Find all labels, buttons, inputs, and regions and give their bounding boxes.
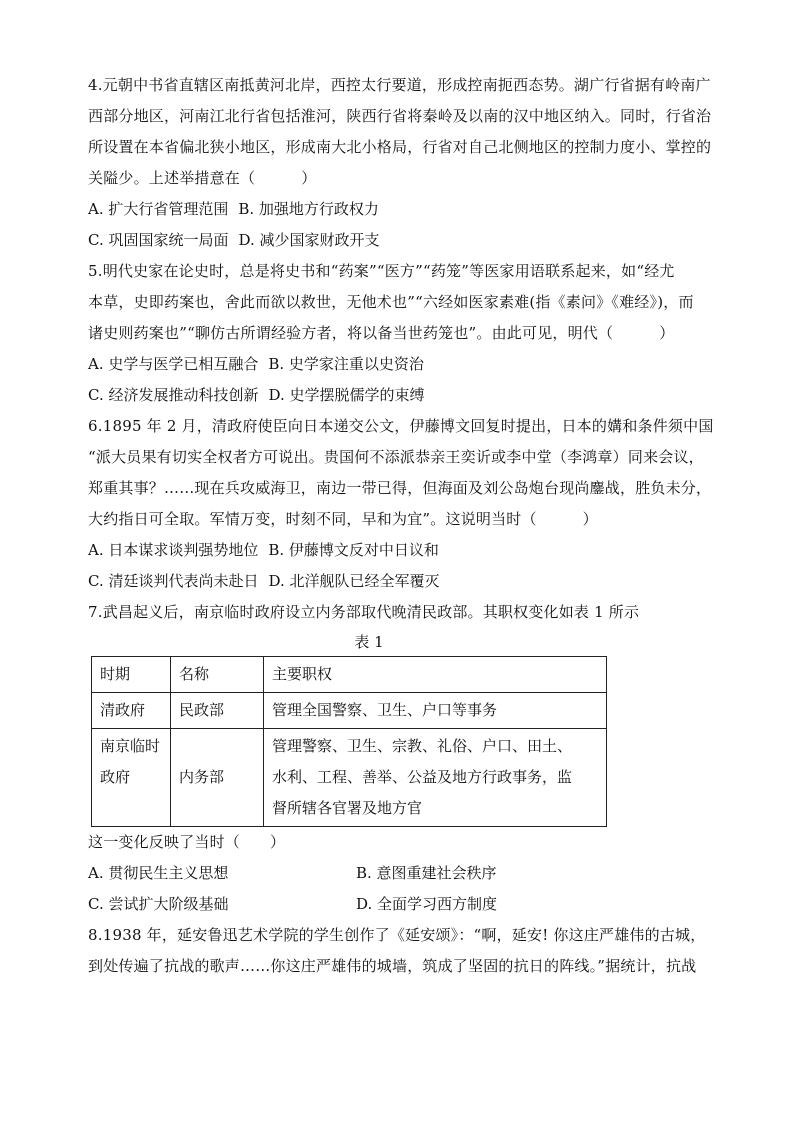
table-header-row (92, 657, 607, 693)
question-6-line-2: “派大员果有切实全权者方可说出。贵国何不添派恭亲王奕䜣或李中堂（李鸿章）同来会议， (88, 448, 704, 466)
table-row (92, 693, 607, 729)
option-c: C. 经济发展推动科技创新 (88, 386, 259, 404)
question-5-options-row-2 (88, 380, 720, 411)
question-5-line-3 (88, 318, 720, 349)
table-cell: 管理全国警察、卫生、户口等事务 (264, 693, 607, 729)
option-c: C. 清廷谈判代表尚未赴日 (88, 572, 259, 590)
option-c: C. 巩固国家统一局面 (88, 231, 229, 249)
question-7-intro: 7.武昌起义后，南京临时政府设立内务部取代晚清民政部。其职权变化如表 1 所示 (88, 603, 640, 621)
question-4-stem-end: 关隘少。上述举措意在（ (88, 169, 256, 187)
answer-blank-close: ） (659, 324, 675, 342)
table-cell (264, 729, 607, 827)
table-header-cell: 时期 (92, 657, 171, 693)
table-cell-line: 管理警察、卫生、宗教、礼俗、户口、田土、 (272, 737, 573, 755)
question-5 (88, 256, 720, 411)
question-4-options-row-1 (88, 194, 720, 225)
table-cell (92, 729, 171, 827)
question-5-options-row-1 (88, 349, 720, 380)
question-8-line-1: 8.1938 年，延安鲁迅艺术学院的学生创作了《延安颂》：“啊，延安! 你这庄严雄伟的古城， (88, 926, 706, 944)
table-cell: 清政府 (92, 693, 171, 729)
option-b: B. 意图重建社会秩序 (356, 864, 497, 882)
question-8 (88, 920, 720, 982)
option-d: D. 减少国家财政开支 (238, 231, 380, 249)
question-5-line-1: 5.明代史家在论史时，总是将史书和“药案”“医方”“药笼”等医家用语联系起来，如“经尤 (88, 262, 675, 280)
question-6-line-1: 6.1895 年 2 月，清政府使臣向日本递交公文，伊藤博文回复时提出，日本的媾和条件须中国 (88, 417, 714, 435)
question-5-line-2: 本草，史即药案也，舍此而欲以救世，无他术也”“六经如医家素难(指《素问》《难经》)，而 (88, 293, 694, 311)
table-cell-line: 督所辖各官署及地方官 (272, 799, 423, 817)
answer-blank-close: ） (301, 169, 317, 187)
table-cell-line: 水利、工程、善举、公益及地方行政事务，监 (272, 768, 573, 786)
question-6-options-row-2 (88, 566, 720, 597)
option-b: B. 史学家注重以史资治 (268, 355, 424, 373)
table-header-cell: 主要职权 (264, 657, 607, 693)
table-header-cell: 名称 (171, 657, 264, 693)
option-a: A. 史学与医学已相互融合 (88, 355, 259, 373)
question-4-line-4 (88, 163, 720, 194)
option-d: D. 全面学习西方制度 (356, 895, 498, 913)
option-d: D. 北洋舰队已经全军覆灭 (268, 572, 440, 590)
option-a: A. 日本谋求谈判强势地位 (88, 541, 259, 559)
question-6 (88, 411, 720, 597)
option-d: D. 史学摆脱儒学的束缚 (268, 386, 425, 404)
answer-blank-close: ） (582, 510, 598, 528)
question-4-line-3: 所设置在本省偏北狭小地区，形成南大北小格局，行省对自己北侧地区的控制力度小、掌控的 (88, 138, 712, 156)
question-7-stem (88, 827, 720, 858)
answer-blank-close: ） (270, 833, 286, 851)
question-4 (88, 70, 720, 256)
question-4-line-2: 西部分地区，河南江北行省包括淮河，陕西行省将秦岭及以南的汉中地区纳入。同时，行省治 (88, 107, 712, 125)
question-6-options-row-1 (88, 535, 720, 566)
question-7-options-row-2 (88, 889, 720, 920)
option-a: A. 扩大行省管理范围 (88, 200, 229, 218)
exam-page (88, 70, 720, 982)
question-7-stem-text: 这一变化反映了当时（ (88, 833, 241, 851)
question-7-options-row-1 (88, 858, 720, 889)
option-b: B. 伊藤博文反对中日议和 (268, 541, 439, 559)
question-4-options-row-2 (88, 225, 720, 256)
question-5-stem-end: 诸史则药案也”“聊仿古所谓经验方者，将以备当世药笼也”。由此可见，明代（ (88, 324, 614, 342)
table-cell: 民政部 (171, 693, 264, 729)
table-cell-line: 政府 (100, 768, 131, 786)
table-cell-line: 南京临时 (100, 737, 161, 755)
option-a: A. 贯彻民生主义思想 (88, 864, 229, 882)
question-8-line-2: 到处传遍了抗战的歌声……你这庄严雄伟的城墙，筑成了坚固的抗日的阵线。”据统计，抗战 (88, 957, 697, 975)
option-c: C. 尝试扩大阶级基础 (88, 895, 229, 913)
question-7 (88, 597, 720, 920)
question-6-stem-end: 大约指日可全取。军情万变，时刻不同，早和为宜”。这说明当时（ (88, 510, 537, 528)
table-cell: 内务部 (171, 729, 264, 827)
table-caption: 表 1 (354, 633, 384, 651)
table-1 (91, 656, 607, 827)
table-row (92, 729, 607, 827)
question-6-line-3: 郑重其事？……现在兵攻威海卫，南边一带已得，但海面及刘公岛炮台现尚鏖战，胜负未分， (88, 479, 712, 497)
question-6-line-4 (88, 504, 720, 535)
option-b: B. 加强地方行政权力 (238, 200, 379, 218)
question-4-line-1: 4.元朝中书省直辖区南抵黄河北岸，西控太行要道，形成控南扼西态势。湖广行省据有岭南广 (88, 76, 711, 94)
